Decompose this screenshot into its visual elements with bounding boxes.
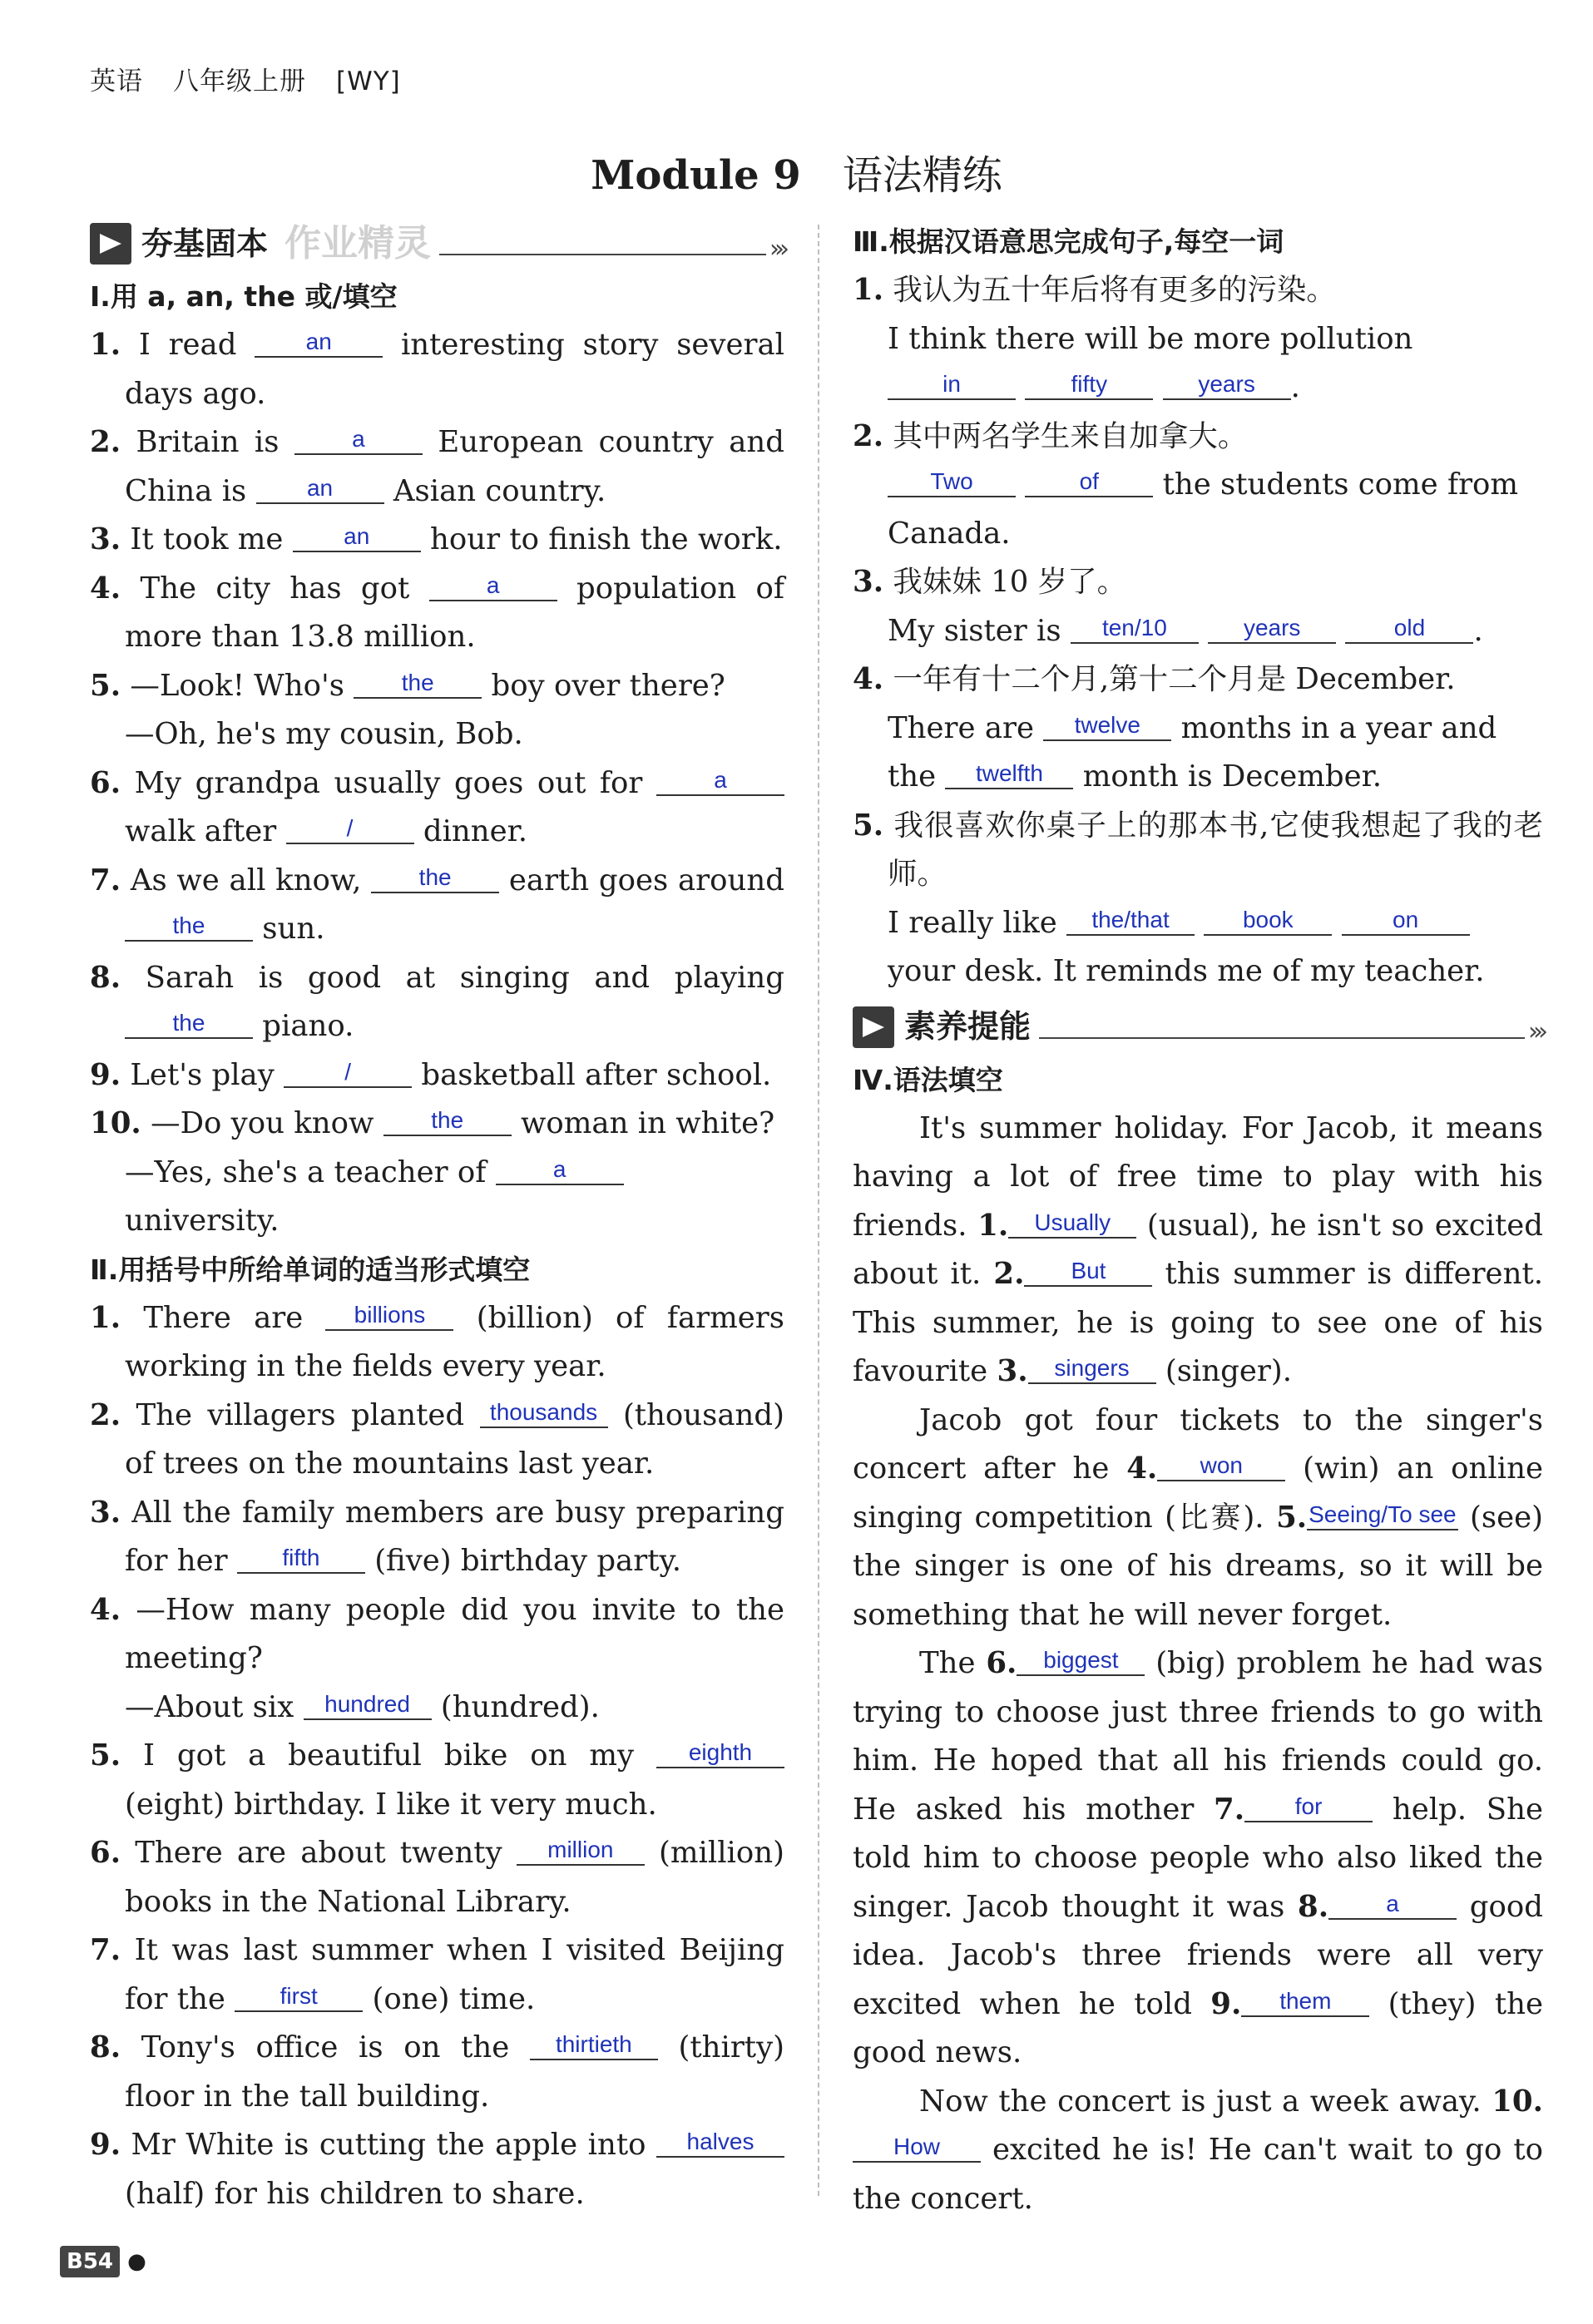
answer-blank[interactable]: thousands: [480, 1398, 608, 1428]
answer-blank[interactable]: /: [284, 1058, 412, 1088]
answer-blank[interactable]: in: [888, 370, 1016, 400]
answer-blank[interactable]: the: [383, 1106, 512, 1136]
answer-blank[interactable]: thirtieth: [530, 2030, 658, 2060]
part-i-title: Ⅰ.用 a, an, the 或/填空: [90, 280, 398, 313]
answer-blank[interactable]: the: [371, 863, 499, 893]
dot-icon: ●: [127, 2249, 146, 2274]
question: 4. —How many people did you invite to the meeting?: [90, 1592, 784, 1675]
question: 1. 我认为五十年后将有更多的污染。: [853, 273, 1336, 307]
answer-blank[interactable]: Seeing/To see: [1307, 1501, 1457, 1530]
answer-blank[interactable]: biggest: [1017, 1646, 1145, 1676]
answer-blank[interactable]: /: [286, 814, 414, 844]
section-rule: [439, 254, 766, 255]
question: 6. There are about twenty million (million) books in the National Library.: [90, 1836, 784, 1919]
answer-blank[interactable]: won: [1157, 1451, 1285, 1481]
question: 8. Tony's office is on the thirtieth (thirty) floor in the tall building.: [90, 2030, 784, 2114]
left-column: [90, 218, 784, 2218]
subject: 英语: [90, 67, 143, 96]
answer-blank[interactable]: twelve: [1043, 711, 1171, 741]
question-line: Two of the students come from Canada.: [888, 467, 1519, 551]
question-line: There are twelve months in a year and the twelfth month is December.: [888, 710, 1497, 794]
question: 9. Let's play / basketball after school.: [90, 1057, 772, 1092]
answer-blank[interactable]: million: [517, 1836, 645, 1866]
answer-blank[interactable]: fifth: [237, 1544, 365, 1574]
answer-blank[interactable]: Usually: [1008, 1209, 1136, 1239]
question: 1. I read an interesting story several days ago.: [90, 328, 784, 411]
answer-blank[interactable]: an: [293, 522, 421, 552]
page-header: [90, 60, 401, 97]
answer-blank[interactable]: years: [1163, 370, 1291, 400]
grade: 八年级上册: [173, 67, 306, 96]
question: 2. Britain is a European country and China is an Asian country.: [90, 425, 785, 508]
question: 4. The city has got a population of more than 13.8 million.: [90, 571, 784, 654]
question: 6. My grandpa usually goes out for a walk after / dinner.: [90, 759, 784, 857]
answer-blank[interactable]: eighth: [656, 1738, 784, 1768]
part-ii-title: Ⅱ.用括号中所给单词的适当形式填空: [90, 1253, 531, 1286]
section-rule: [1039, 1037, 1525, 1039]
right-column: [853, 218, 1543, 2223]
answer-blank[interactable]: on: [1342, 906, 1470, 936]
question: 5. —Look! Who's the boy over there?: [90, 668, 725, 703]
section-header-improve: [853, 1001, 1543, 1053]
question-line: My sister is ten/10 years old .: [888, 613, 1483, 648]
page-footer: [60, 2246, 146, 2277]
answer-blank[interactable]: a: [656, 766, 784, 796]
question-line: I think there will be more pollution in fifty years .: [888, 321, 1413, 404]
answer-blank[interactable]: them: [1241, 1987, 1369, 2017]
answer-blank[interactable]: But: [1024, 1257, 1152, 1287]
question-line: —Yes, she's a teacher of a university.: [90, 1149, 784, 1246]
edition: [WY]: [336, 67, 401, 96]
answer-blank[interactable]: ten/10: [1071, 614, 1199, 644]
question: 3. All the family members are busy preparing for her fifth (five) birthday party.: [90, 1495, 784, 1578]
topic-label: 语法精练: [842, 152, 1002, 199]
section-title: 素养提能: [904, 1008, 1031, 1046]
question: 8. Sarah is good at singing and playing the piano.: [90, 960, 784, 1043]
column-divider: [818, 225, 819, 2196]
answer-blank[interactable]: the: [354, 669, 482, 699]
answer-blank[interactable]: a: [294, 425, 423, 455]
question-line: —About six hundred (hundred).: [125, 1689, 600, 1724]
answer-blank[interactable]: old: [1345, 614, 1473, 644]
question: 5. I got a beautiful bike on my eighth (eight) birthday. I like it very much.: [90, 1732, 784, 1829]
answer-blank[interactable]: for: [1244, 1792, 1373, 1822]
answer-blank[interactable]: an: [256, 474, 384, 504]
chevrons-icon: ›››: [769, 234, 784, 264]
page-number: B54: [60, 2246, 120, 2277]
passage-paragraph: The 6. biggest (big) problem he had was trying to choose just three friends to go with him. He hoped that all his friends could go. He asked his mother 7. for help. She told him to choose people who also liked the singer. Jacob thought it was 8. a good idea. Jacob's three friends were all very excited when he told 9. them (they) the good news.: [853, 1646, 1543, 2069]
answer-blank[interactable]: a: [429, 571, 557, 601]
arrow-icon: [853, 1006, 894, 1048]
question: 4. 一年有十二个月,第十二个月是 December.: [853, 662, 1456, 696]
question: 5. 我很喜欢你桌子上的那本书,它使我想起了我的老师。: [853, 808, 1543, 891]
answer-blank[interactable]: Two: [888, 467, 1016, 497]
question: 2. The villagers planted thousands (thousand) of trees on the mountains last year.: [90, 1397, 784, 1481]
part-iii-title: Ⅲ.根据汉语意思完成句子,每空一词: [853, 225, 1284, 258]
question: 10. —Do you know the woman in white?: [90, 1106, 775, 1140]
answer-blank[interactable]: of: [1025, 467, 1153, 497]
answer-blank[interactable]: halves: [656, 2128, 784, 2158]
question: 1. There are billions (billion) of farmers working in the fields every year.: [90, 1300, 784, 1383]
answer-blank[interactable]: years: [1208, 614, 1336, 644]
section-title: 夯基固本: [141, 225, 269, 262]
answer-blank[interactable]: billions: [325, 1301, 453, 1331]
answer-blank[interactable]: singers: [1028, 1354, 1156, 1384]
passage-paragraph: It's summer holiday. For Jacob, it means having a lot of free time to play with his friends. 1. Usually (usual), he isn't so excited about it. 2. But this summer is different. This summer, he is going to see one of his favourite 3. singers (singer).: [853, 1110, 1543, 1388]
module-label: Module 9: [591, 152, 801, 199]
question-line: I really like the/that book on your desk. It reminds me of my teacher.: [888, 905, 1485, 988]
answer-blank[interactable]: book: [1204, 906, 1332, 936]
arrow-icon: [90, 223, 131, 265]
answer-blank[interactable]: How: [853, 2133, 981, 2163]
question: 7. As we all know, the earth goes around the sun.: [90, 863, 784, 946]
page-title: [0, 143, 1593, 200]
answer-blank[interactable]: first: [235, 1982, 363, 2012]
question: 7. It was last summer when I visited Beijing for the first (one) time.: [90, 1933, 784, 2016]
answer-blank[interactable]: a: [496, 1155, 624, 1185]
answer-blank[interactable]: a: [1328, 1890, 1457, 1920]
answer-blank[interactable]: an: [255, 328, 383, 358]
answer-blank[interactable]: hundred: [304, 1690, 432, 1720]
answer-blank[interactable]: fifty: [1025, 370, 1153, 400]
watermark: 作业精灵: [284, 221, 432, 265]
question: 3. It took me an hour to finish the work.: [90, 522, 783, 556]
question: 9. Mr White is cutting the apple into halves (half) for his children to share.: [90, 2121, 784, 2218]
answer-blank[interactable]: twelfth: [945, 759, 1073, 789]
passage-paragraph: Jacob got four tickets to the singer's concert after he 4. won (win) an online singing competition (比赛). 5.Seeing/To see (see) the singer is one of his dreams, so it will be something that he will never forget.: [853, 1402, 1543, 1632]
answer-blank[interactable]: the: [125, 1009, 253, 1039]
answer-blank[interactable]: the/that: [1066, 906, 1195, 936]
answer-blank[interactable]: the: [125, 912, 253, 942]
question-line: —Oh, he's my cousin, Bob.: [125, 717, 523, 751]
passage-paragraph: Now the concert is just a week away. 10.How excited he is! He can't wait to go to the concert.: [853, 2084, 1543, 2216]
part-iv-title: Ⅳ.语法填空: [853, 1063, 1003, 1096]
section-header-basic: [90, 218, 784, 269]
chevrons-icon: ›››: [1528, 1017, 1543, 1047]
question: 3. 我妹妹 10 岁了。: [853, 565, 1127, 599]
question: 2. 其中两名学生来自加拿大。: [853, 418, 1248, 453]
